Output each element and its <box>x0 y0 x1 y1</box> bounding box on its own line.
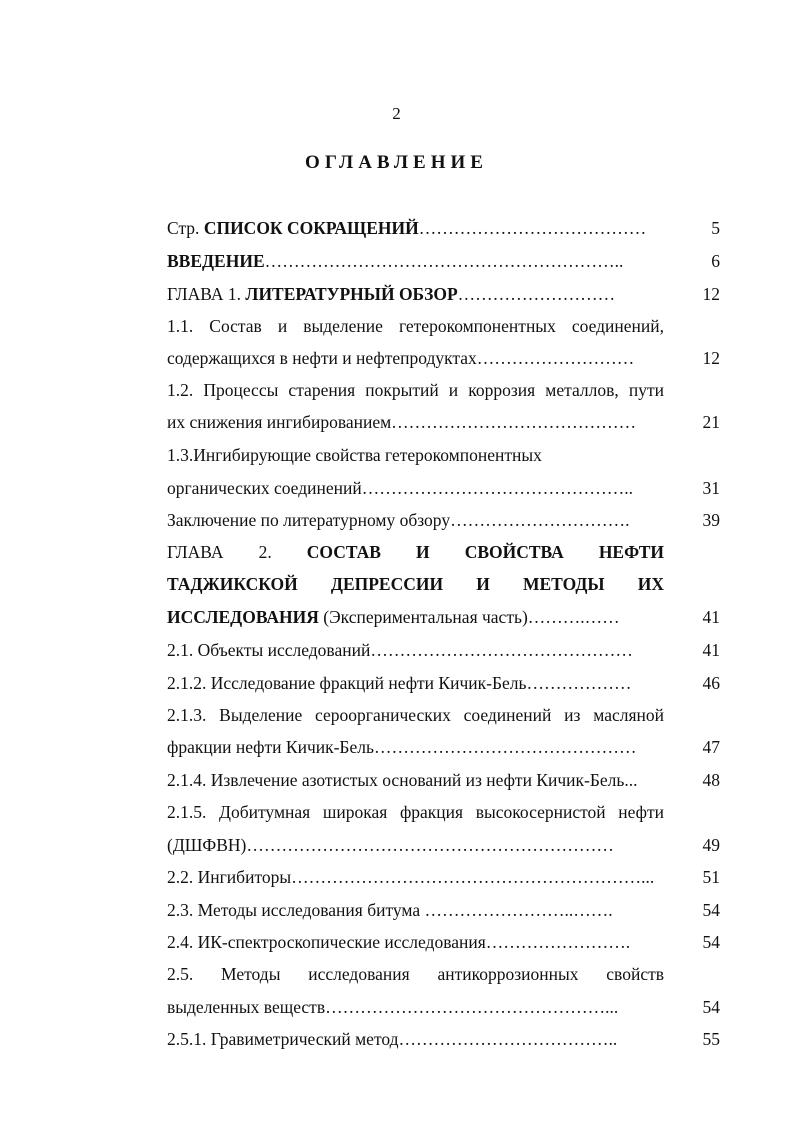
page-number: 2 <box>392 104 401 123</box>
toc-page-number: 47 <box>702 737 720 757</box>
toc-entry: 2.3. Методы исследования битума ……………………..……. <box>167 900 613 920</box>
toc-entry: 2.1.5. Добитумная широкая фракция высокосернистой нефти <box>167 802 664 822</box>
toc-page-number: 41 <box>702 607 720 627</box>
toc-entry: ГЛАВА 1. ЛИТЕРАТУРНЫЙ ОБЗОР……………………… <box>167 284 616 304</box>
toc-entry: 2.1. Объекты исследований……………………………………… <box>167 640 633 660</box>
toc-entry: 2.1.4. Извлечение азотистых оснований из нефти Кичик-Бель... <box>167 770 638 790</box>
toc-chapter-title: ГЛАВА 2. СОСТАВ И СВОЙСТВА НЕФТИ <box>167 542 664 562</box>
toc-page-number: 41 <box>702 640 720 660</box>
toc-page-number: 12 <box>702 348 720 368</box>
toc-page-number: 54 <box>702 900 720 920</box>
toc-entry: 1.3.Ингибирующие свойства гетерокомпонентных <box>167 445 542 465</box>
toc-entry: ВВЕДЕНИЕ…………………………………………………….. <box>167 251 624 271</box>
toc-entry: 1.1. Состав и выделение гетерокомпонентных соединений, <box>167 316 664 336</box>
toc-entry: содержащихся в нефти и нефтепродуктах……………………… <box>167 348 635 368</box>
toc-entry: фракции нефти Кичик-Бель……………………………………… <box>167 737 637 757</box>
toc-entry: 2.1.3. Выделение сероорганических соединений из масляной <box>167 705 664 725</box>
toc-entry: 1.2. Процессы старения покрытий и коррозия металлов, пути <box>167 380 664 400</box>
toc-page-number: 54 <box>702 997 720 1017</box>
toc-chapter-title: ТАДЖИКСКОЙ ДЕПРЕССИИ И МЕТОДЫ ИХ <box>167 574 664 594</box>
toc-page-number: 48 <box>702 770 720 790</box>
toc-page-number: 12 <box>702 284 720 304</box>
toc-entry: Заключение по литературному обзору…………………………. <box>167 510 630 530</box>
toc-entry: 2.4. ИК-спектроскопические исследования……………………. <box>167 932 631 952</box>
toc-entry: (ДШФВН)……………………………………………………… <box>167 835 614 855</box>
toc-entry: их снижения ингибированием…………………………………… <box>167 412 637 432</box>
toc-entry: органических соединений……………………………………….. <box>167 478 633 498</box>
toc-page-number: 39 <box>702 510 720 530</box>
toc-page-number: 5 <box>711 218 720 238</box>
toc-entry: 2.5. Методы исследования антикоррозионных свойств <box>167 964 664 984</box>
toc-page-number: 21 <box>702 412 720 432</box>
toc-entry: выделенных веществ…………………………………………... <box>167 997 619 1017</box>
toc-entry: 2.5.1. Гравиметрический метод……………………………….. <box>167 1029 618 1049</box>
toc-page-number: 54 <box>702 932 720 952</box>
toc-entry: ИССЛЕДОВАНИЯ (Экспериментальная часть)……….…… <box>167 607 620 627</box>
toc-page-number: 51 <box>702 867 720 887</box>
toc-heading: ОГЛАВЛЕНИЕ <box>305 152 488 173</box>
toc-page-number: 46 <box>702 673 720 693</box>
toc-page-number: 6 <box>711 251 720 271</box>
toc-entry: 2.1.2. Исследование фракций нефти Кичик-Бель……………… <box>167 673 632 693</box>
toc-page-number: 49 <box>702 835 720 855</box>
toc-page-number: 31 <box>702 478 720 498</box>
toc-page-number: 55 <box>702 1029 720 1049</box>
toc-entry: 2.2. Ингибиторы……………………………………………………... <box>167 867 655 887</box>
toc-entry: Стр. СПИСОК СОКРАЩЕНИЙ………………………………… <box>167 218 647 238</box>
